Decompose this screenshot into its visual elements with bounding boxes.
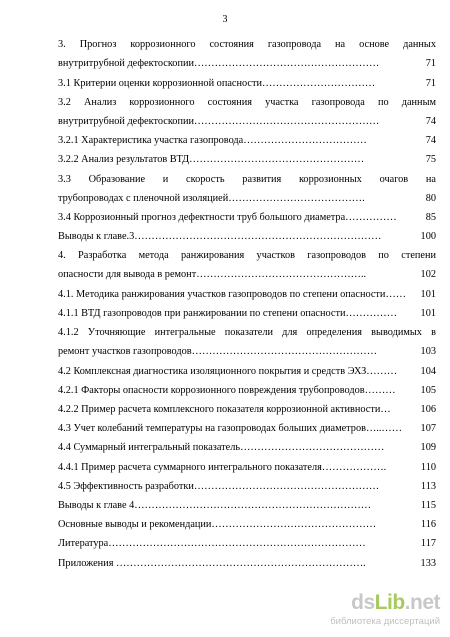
toc-entry (58, 230, 436, 243)
toc-entry-title: ремонт участков газопроводов……………………………………………… (58, 346, 377, 357)
toc-entry-title: 3.1 Критерии оценки коррозионной опасности…………………………… (58, 78, 376, 89)
toc-entry (58, 268, 436, 281)
toc-entry-page: 105 (410, 384, 436, 397)
toc-entry (58, 326, 436, 339)
toc-entry-title: 4.1. Методика ранжирования участков газопроводов по степени опасности…… (58, 289, 407, 300)
toc-entry-page: 74 (410, 134, 436, 147)
toc-entry (58, 134, 436, 147)
toc-entry-title: 4.1.2 Уточняющие интегральные показатели для определения выводимых в (58, 327, 436, 338)
toc-entry-page: 71 (410, 77, 436, 90)
toc-entry-page: 75 (410, 153, 436, 166)
toc-entry-title: 4.5 Эффективность разработки……………………………………………… (58, 481, 380, 492)
toc-entry-page: 74 (410, 115, 436, 128)
toc-entry (58, 249, 436, 262)
toc-entry-title: 3.4 Коррозионный прогноз дефектности труб большого диаметра…………… (58, 212, 397, 223)
toc-entry-page: 104 (410, 365, 436, 378)
toc-entry (58, 461, 436, 474)
toc-entry-title: Основные выводы и рекомендации………………………………………… (58, 519, 377, 530)
toc-entry (58, 403, 436, 416)
toc-entry-title: 4.2 Комплексная диагностика изоляционного покрытия и средств ЭХЗ……… (58, 366, 398, 377)
toc-entry (58, 192, 436, 205)
toc-entry-title: 4.2.2 Пример расчета комплексного показателя коррозионной активности… (58, 404, 391, 415)
toc-entry-title: 4.2.1 Факторы опасности коррозионного повреждения трубопроводов……… (58, 385, 396, 396)
toc-entry-title: 3.2.1 Характеристика участка газопровода……………………………… (58, 135, 367, 146)
toc-entry-title: 3.2.2 Анализ результатов ВТД…………………………………………… (58, 154, 365, 165)
toc-entry-page: 106 (410, 403, 436, 416)
toc-entry (58, 211, 436, 224)
toc-entry-page: 101 (410, 288, 436, 301)
toc-entry (58, 518, 436, 531)
toc-entry (58, 96, 436, 109)
toc-entry-page: 100 (410, 230, 436, 243)
logo-ds: ds (351, 591, 375, 614)
toc-entry-title: Литература………………………………………………………………… (58, 538, 366, 549)
toc-entry-page: 80 (410, 192, 436, 205)
toc-entry (58, 307, 436, 320)
toc-entry (58, 77, 436, 90)
toc-entry-page: 116 (410, 518, 436, 531)
toc-entry (58, 441, 436, 454)
toc-entry (58, 38, 436, 51)
watermark (330, 591, 440, 631)
logo-net: .net (404, 591, 440, 614)
toc-entry (58, 173, 436, 186)
toc-entry-page: 85 (410, 211, 436, 224)
toc-entry-page: 101 (410, 307, 436, 320)
toc-entry-page: 102 (410, 268, 436, 281)
toc-entry-title: 4.1.1 ВТД газопроводов при ранжировании по степени опасности…………… (58, 308, 397, 319)
toc-entry (58, 365, 436, 378)
toc-entry (58, 480, 436, 493)
toc-entry (58, 422, 436, 435)
toc-entry-title: 3.3 Образование и скорость развития коррозионных очагов на (58, 174, 436, 185)
toc-entry-page: 109 (410, 441, 436, 454)
toc-entry (58, 288, 436, 301)
toc-entry (58, 345, 436, 358)
toc-entry-page: 71 (410, 57, 436, 70)
toc-entry-title: 3. Прогноз коррозионного состояния газопровода на основе данных (58, 39, 436, 50)
toc-entry (58, 499, 436, 512)
toc-entry (58, 153, 436, 166)
toc-entry-page: 115 (410, 499, 436, 512)
dslib-logo (351, 591, 440, 615)
toc-entry (58, 537, 436, 550)
logo-lib: Lib (374, 591, 405, 614)
toc-entry-title: трубопроводах с пленочной изоляцией…………………………………. (58, 193, 365, 204)
toc-entry-page: 117 (410, 537, 436, 550)
toc-entry-title: 3.2 Анализ коррозионного состояния участка газопровода по данным (58, 97, 436, 108)
toc-entry (58, 115, 436, 128)
toc-entry-page: 110 (410, 461, 436, 474)
toc-entry-title: Приложения ………………………………………………………………. (58, 558, 366, 569)
toc-entry-title: 4.4 Суммарный интегральный показатель…………………………………… (58, 442, 385, 453)
toc-entry (58, 384, 436, 397)
toc-entry-title: внутритрубной дефектоскопии……………………………………………… (58, 58, 380, 69)
toc-entry-title: 4.4.1 Пример расчета суммарного интегрального показателя………………. (58, 462, 387, 473)
toc-entry-title: Выводы к главе 4…………………………………………………………… (58, 500, 372, 511)
watermark-subtitle: библиотека диссертаций (330, 616, 440, 627)
toc-entry-page: 103 (410, 345, 436, 358)
toc-entry-title: Выводы к главе.3……………………………………………………………… (58, 231, 382, 242)
toc-entry (58, 57, 436, 70)
toc-entry (58, 557, 436, 570)
toc-entry-page: 133 (410, 557, 436, 570)
toc-entry-title: опасности для вывода в ремонт………………………………………….. (58, 269, 367, 280)
toc-entry-title: внутритрубной дефектоскопии……………………………………………… (58, 116, 380, 127)
toc-entry-title: 4. Разработка метода ранжирования участков газопроводов по степени (58, 250, 436, 261)
toc-entry-page: 113 (410, 480, 436, 493)
page-number: 3 (222, 14, 228, 25)
toc-entry-page: 107 (410, 422, 436, 435)
toc-entry-title: 4.3 Учет колебаний температуры на газопроводах больших диаметров…..…… (58, 423, 403, 434)
